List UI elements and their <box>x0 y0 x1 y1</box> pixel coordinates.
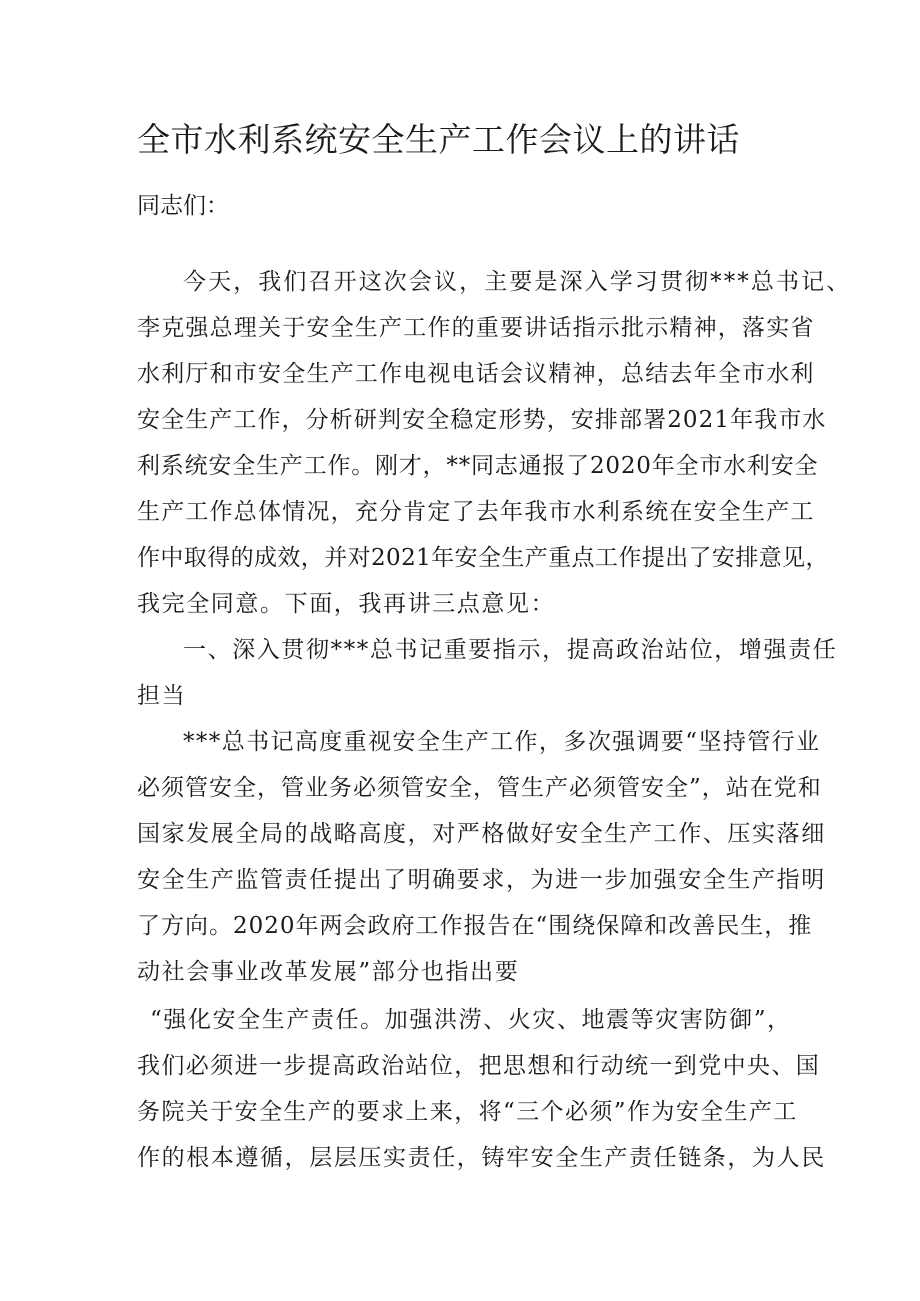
paragraph-line: 务院关于安全生产的要求上来，将“三个必须”作为安全生产工 <box>137 1099 798 1125</box>
paragraph-line: 生产工作总体情况，充分肯定了去年我市水利系统在安全生产工 <box>137 499 815 525</box>
quote-line: “强化安全生产责任。加强洪涝、火灾、地震等灾害防御”， <box>150 1007 792 1033</box>
section-heading: 一、深入贯彻***总书记重要指示，提高政治站位，增强责任 <box>183 637 838 663</box>
paragraph-line: 作的根本遵循，层层压实责任，铸牢安全生产责任链条，为人民 <box>137 1145 826 1171</box>
greeting: 同志们： <box>137 193 229 219</box>
paragraph-line: 作中取得的成效，并对2021年安全生产重点工作提出了安排意见， <box>137 545 829 571</box>
paragraph-line: 安全生产工作，分析研判安全稳定形势，安排部署2021年我市水 <box>137 407 827 433</box>
paragraph-line: 必须管安全，管业务必须管安全，管生产必须管安全”，站在党和 <box>137 775 822 801</box>
paragraph-line: 国家发展全局的战略高度，对严格做好安全生产工作、压实落细 <box>137 821 826 847</box>
paragraph-line: 了方向。2020年两会政府工作报告在“围绕保障和改善民生，推 <box>137 913 813 939</box>
paragraph-line: 利系统安全生产工作。刚才，**同志通报了2020年全市水利安全 <box>137 453 819 479</box>
paragraph-line: 我完全同意。下面，我再讲三点意见： <box>137 591 556 617</box>
document-title: 全市水利系统安全生产工作会议上的讲话 <box>137 120 740 159</box>
paragraph-line: 今天，我们召开这次会议，主要是深入学习贯彻***总书记、 <box>183 269 852 295</box>
paragraph-line: ***总书记高度重视安全生产工作，多次强调要“坚持管行业 <box>183 729 821 755</box>
paragraph-line: 水利厅和市安全生产工作电视电话会议精神，总结去年全市水利 <box>137 361 815 387</box>
section-heading: 担当 <box>137 683 187 709</box>
paragraph-line: 李克强总理关于安全生产工作的重要讲话指示批示精神，落实省 <box>137 315 815 341</box>
paragraph-line: 我们必须进一步提高政治站位，把思想和行动统一到党中央、国 <box>137 1053 821 1079</box>
paragraph-line: 安全生产监管责任提出了明确要求，为进一步加强安全生产指明 <box>137 867 826 893</box>
paragraph-line: 动社会事业改革发展”部分也指出要 <box>137 959 520 985</box>
